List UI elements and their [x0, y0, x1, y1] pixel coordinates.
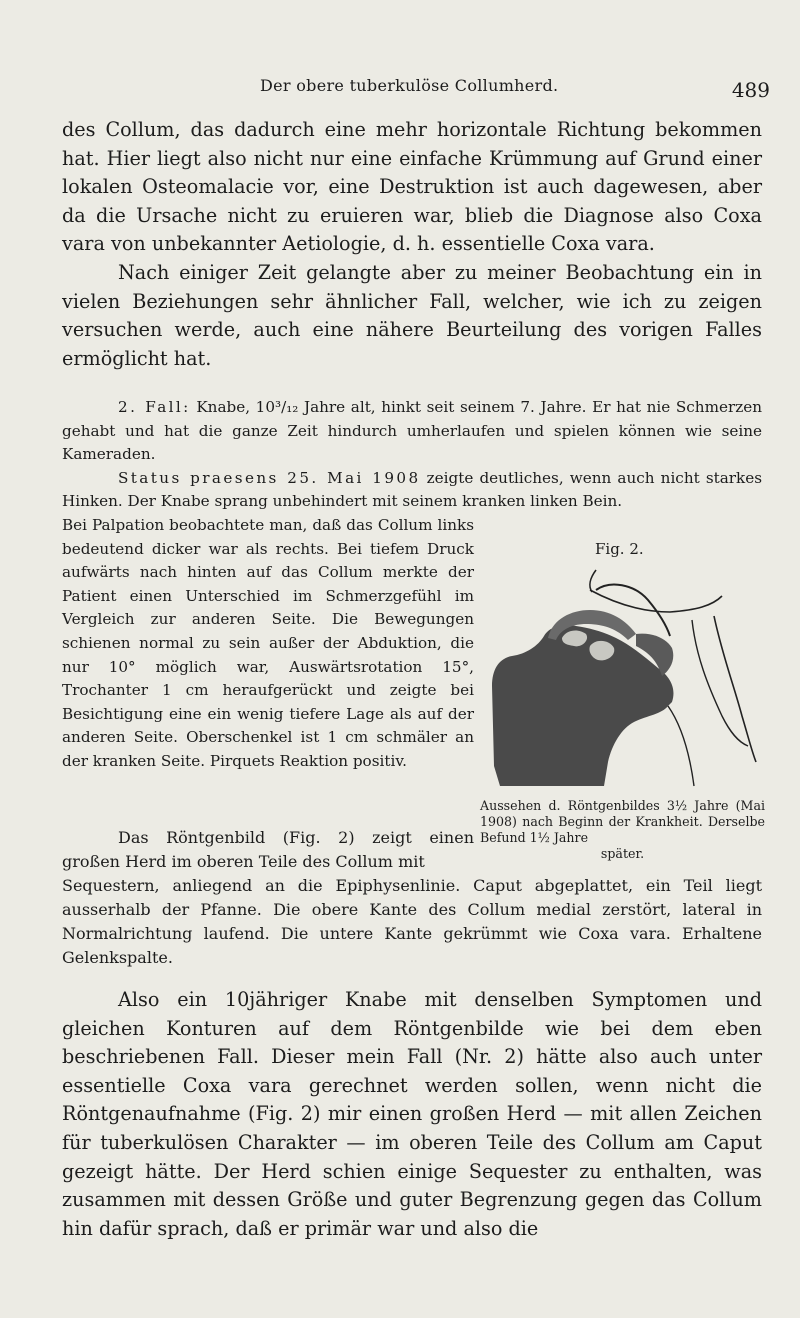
xray-rest-text: Sequestern, anliegend an die Epiphysenlinie. Caput abgeplattet, ein Teil liegt ausserhalb der Pfanne. Die obere Kante des Collum medial zerstört, lateral in Normalrichtung laufend. Die untere Kante gekrümmt wie Coxa vara. Erhaltene Gelenkspalte. — [62, 876, 762, 967]
figure-caption — [480, 798, 765, 862]
figure-2 — [480, 536, 780, 866]
running-head: Der obere tuberkulöse Collumherd. — [260, 76, 559, 95]
figure-label: Fig. 2. — [595, 540, 644, 558]
conclusion-paragraph: Also ein 10jähriger Knabe mit denselben Symptomen und gleichen Konturen auf dem Röntgenbilde wie bei dem eben beschriebenen Fall. Dieser mein Fall (Nr. 2) hätte also auch unter essentielle Coxa vara gerechnet werden sollen, wenn nicht die Röntgenaufnahme (Fig. 2) mir einen großen Herd — mit allen Zeichen für tuberkulösen Charakter — im oberen Teile des Collum am Caput gezeigt hätte. Der Herd schien einige Sequester zu enthalten, was zusammen mit dessen Größe und guter Begrenzung gegen das Collum hin dafür sprach, daß er primär war und also die — [62, 988, 762, 1240]
conclusion-paragraph-block — [62, 986, 762, 1243]
status-text: zeigte deutliches, wenn auch nicht starkes Hinken. Der Knabe sprang unbehindert mit seinem kranken linken Bein. — [62, 468, 763, 511]
xray-sketch — [486, 566, 766, 792]
acetabulum-rim — [596, 585, 670, 636]
shaft-line — [668, 706, 694, 786]
case-intro — [62, 396, 762, 467]
status-wrap-text: Bei Palpation beobachtete man, daß das Collum links bedeutend dicker war als rechts. Bei tiefem Druck aufwärts nach hinten auf das Collum merkte der Patient einen Unterschied im Schmerzgefühl im Vergleich zur anderen Seite. Die Bewegungen schienen normal zu sein außer der Abduktion, die nur 10° möglich war, Auswärtsrotation 15°, Trochanter 1 cm heraufgerückt und zeigte bei Besichtigung eine ein wenig tiefere Lage als auf der anderen Seite. Oberschenkel ist 1 cm schmäler an der kranken Seite. Pirquets Reaktion positiv. — [62, 515, 474, 770]
upper-curve — [590, 570, 596, 592]
ischium-line — [714, 616, 756, 762]
case-intro-text: Knabe, 10³/₁₂ Jahre alt, hinkt seit seinem 7. Jahre. Er hat nie Schmerzen gehabt und hat die ganze Zeit hindurch umherlaufen und spielen können wie seine Kameraden. — [62, 398, 762, 464]
paragraph-2: Nach einiger Zeit gelangte aber zu meiner Beobachtung ein in vielen Beziehungen sehr ähnlicher Fall, welcher, wie ich zu zeigen versuchen werde, auch eine nähere Beurteilung des vorigen Falles ermöglicht hat. — [62, 260, 762, 370]
case-lead: 2. Fall: — [118, 398, 191, 416]
page-number: 489 — [731, 78, 770, 102]
caption-last-line: später. — [600, 846, 645, 861]
status-date: 25. Mai 1908 — [278, 468, 421, 487]
xray-wrap-text: Das Röntgenbild (Fig. 2) zeigt einen großen Herd im oberen Teile des Collum mit — [62, 828, 474, 871]
status-paragraph — [62, 467, 762, 514]
page-header — [60, 76, 770, 104]
status-lead: Status praesens — [118, 468, 279, 487]
caption-text: Aussehen d. Röntgenbildes 3½ Jahre (Mai 1908) nach Beginn der Krankheit. Derselbe Befund 1½ Jahre — [480, 798, 765, 845]
paragraph-1: des Collum, das dadurch eine mehr horizontale Richtung bekommen hat. Hier liegt also nicht nur eine einfache Krümmung auf Grund einer lokalen Osteomalacie vor, eine Destruktion ist auch dagewesen, aber da die Ursache nicht zu eruieren war, blieb die Diagnose also Coxa vara von unbekannter Aetiologie, d. h. essentielle Coxa vara. — [62, 118, 762, 256]
intro-paragraphs — [62, 116, 762, 373]
